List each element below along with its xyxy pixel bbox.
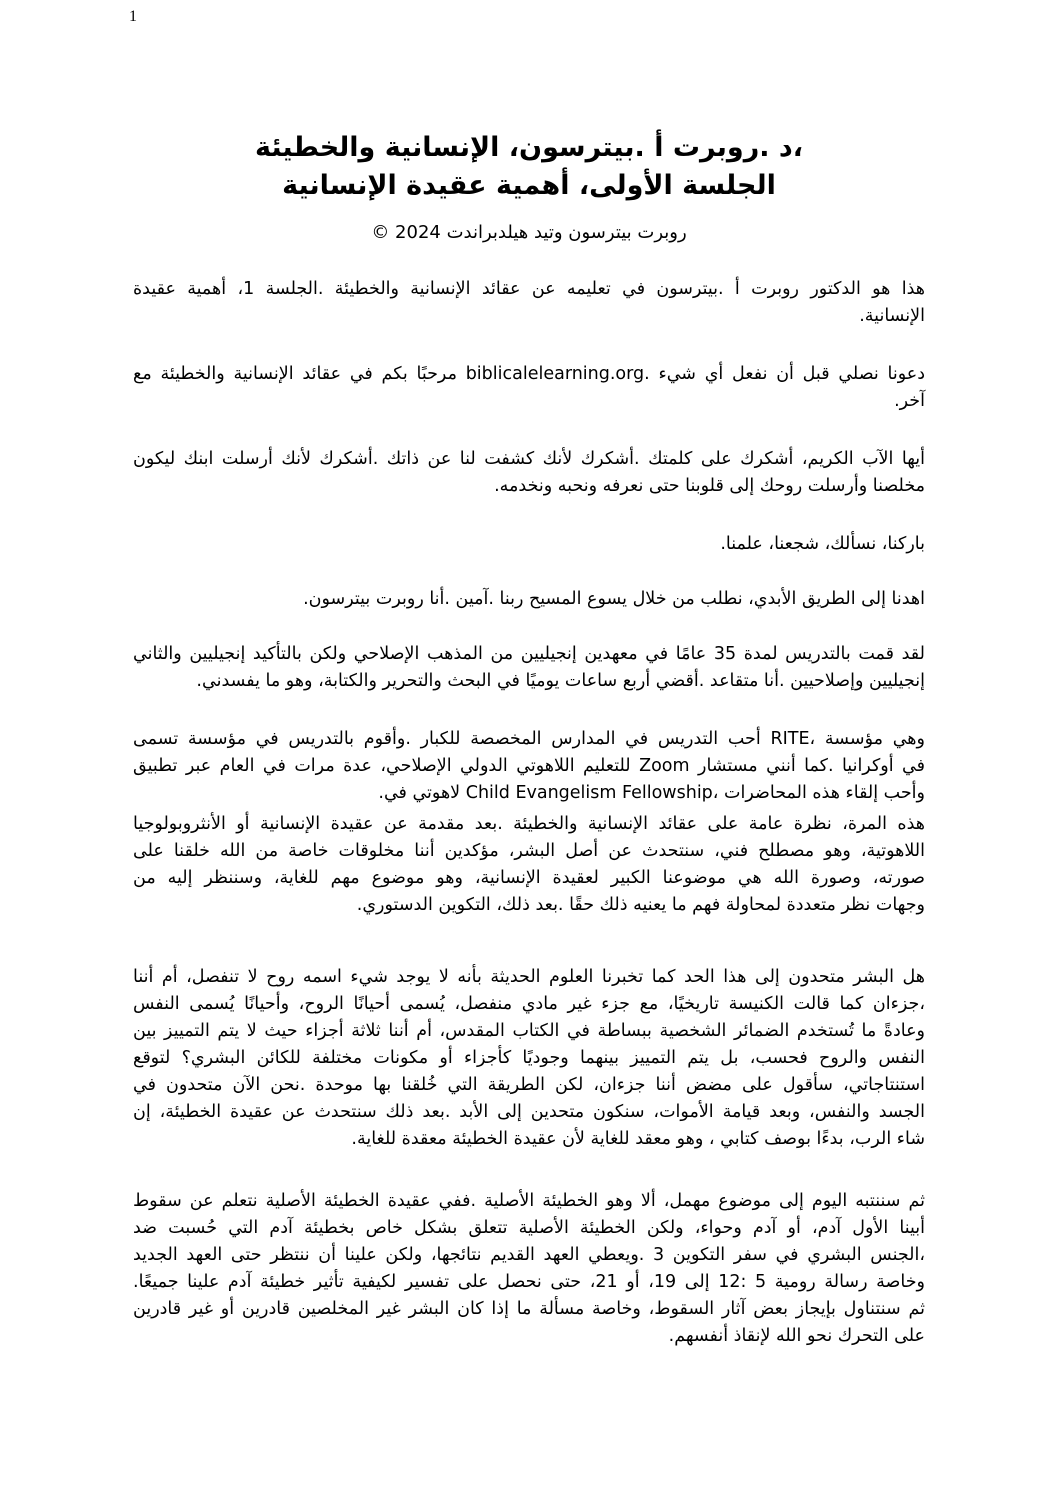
paragraph-line: النفس والروح فحسب، بل يتم التمييز بينهما وجوديًا كأجزاء أو مكونات مختلفة للكائن البشري؟ لتوقع	[133, 1048, 925, 1068]
paragraph-line: الجسد والنفس، وبعد قيامة الأموات، سنكون متحدين إلى الأبد .بعد ذلك سنتحدث عن عقيدة الخطيئة، إن	[133, 1102, 925, 1122]
document-title-line-1: ،د .روبرت أ .بيترسون، الإنسانية والخطيئة	[254, 132, 804, 163]
paragraph-line: هذه المرة، نظرة عامة على عقائد الإنسانية والخطيئة .بعد مقدمة عن عقيدة الإنسانية أو الأنثروبولوجيا	[133, 814, 925, 834]
paragraph-line: هل البشر متحدون إلى هذا الحد كما تخبرنا العلوم الحديثة بأنه لا يوجد شيء اسمه روح لا تنفصل، أم أننا	[133, 967, 925, 987]
paragraph	[133, 446, 925, 500]
paragraph-line: أيها الآب الكريم، أشكرك على كلمتك .أشكرك لأنك كشفت لنا عن ذاتك .أشكرك لأنك أرسلت ابنك ليكون	[133, 449, 925, 469]
paragraph-line: وعادةً ما تُستخدم الضمائر الشخصية ببساطة في الكتاب المقدس، أم أننا ثلاثة أجزاء حيث لا يتم التمييز بين	[133, 1021, 925, 1041]
paragraph-line: ،الجنس البشري في سفر التكوين 3 .ويعطي العهد القديم نتائجها، ولكن علينا أن ننتظر حتى العهد الجديد	[133, 1245, 925, 1265]
paragraph-line: مخلصنا وأرسلت روحك إلى قلوبنا حتى نعرفه ونحبه ونخدمه.	[494, 476, 925, 496]
paragraph-line: هذا هو الدكتور روبرت أ .بيترسون في تعليمه عن عقائد الإنسانية والخطيئة .الجلسة 1، أهمية عقيدة	[133, 279, 926, 299]
paragraph-line: على التحرك نحو الله لإنقاذ أنفسهم.	[668, 1326, 925, 1346]
paragraph	[133, 276, 925, 330]
paragraph-line: ثم سنتناول بإيجاز بعض آثار السقوط، وخاصة مسألة ما إذا كان البشر غير المخلصين قادرين أو غير قادرين	[133, 1299, 925, 1319]
paragraph	[133, 1188, 925, 1350]
paragraph-line: دعونا نصلي قبل أن نفعل أي شيء .biblicalelearning.org مرحبًا بكم في عقائد الإنسانية والخطيئة مع	[133, 364, 925, 384]
paragraph	[133, 361, 925, 415]
paragraph	[133, 964, 925, 1153]
paragraph-line: ثم سننتبه اليوم إلى موضوع مهمل، ألا وهو الخطيئة الأصلية .ففي عقيدة الخطيئة الأصلية نتعلم عن سقوط	[133, 1191, 925, 1211]
paragraph-line: وجهات نظر متعددة لمحاولة فهم ما يعنيه ذلك حقًا .بعد ذلك، التكوين الدستوري.	[356, 895, 925, 915]
paragraph	[133, 811, 925, 919]
paragraph	[133, 531, 925, 558]
paragraph-line: ،جزءان كما قالت الكنيسة تاريخيًا، مع جزء غير مادي منفصل، يُسمى أحيانًا الروح، وأحيانًا يُسمى النفس	[133, 994, 925, 1014]
paragraph-line: آخر.	[894, 391, 925, 411]
paragraph	[133, 586, 925, 613]
paragraph-line: شاء الرب، بدءًا بوصف كتابي ، وهو معقد للغاية لأن عقيدة الخطيئة معقدة للغاية.	[351, 1129, 925, 1149]
paragraph-line: وخاصة رسالة رومية 5 :12 إلى 19، أو 21، حتى نحصل على تفسير لكيفية تأثير خطيئة آدم علينا جميعًا.	[133, 1272, 925, 1292]
paragraph-line: أبينا الأول آدم، أو آدم وحواء، ولكن الخطيئة الأصلية تتعلق بشكل خاص بخطيئة آدم التي حُسبت ضد	[133, 1218, 925, 1238]
paragraph-line: وأحب إلقاء هذه المحاضرات ،Child Evangelism Fellowship لاهوتي في.	[378, 783, 925, 803]
paragraph-line: باركنا، نسألك، شجعنا، علمنا.	[720, 534, 925, 554]
paragraph-line: اهدنا إلى الطريق الأبدي، نطلب من خلال يسوع المسيح ربنا .آمين .أنا روبرت بيترسون.	[303, 589, 925, 609]
paragraph-line: صورته، وصورة الله هي موضوعنا الكبير لعقيدة الإنسانية، وهو موضوع مهم للغاية، وسننظر إليه من	[133, 868, 925, 888]
author-copyright: روبرت بيترسون وتيد هيلدبراندت 2024 ©	[371, 222, 687, 243]
paragraph-line: الإنسانية.	[859, 306, 925, 326]
document-title-line-2: الجلسة الأولى، أهمية عقيدة الإنسانية	[282, 170, 776, 201]
paragraph-line: وهي مؤسسة ،RITE أحب التدريس في المدارس المخصصة للكبار .وأقوم بالتدريس في مؤسسة تسمى	[133, 729, 925, 749]
paragraph-line: في أوكرانيا .كما أنني مستشار Zoom للتعليم اللاهوتي الدولي الإصلاحي، عدة مرات في العام عبر تطبيق	[133, 756, 926, 776]
paragraph-line: اللاهوتية، وهو مصطلح فني، سنتحدث عن أصل البشر، مؤكدين أننا مخلوقات خاصة من الله خلقنا على	[133, 841, 925, 861]
paragraph-line: استنتاجاتي، سأقول على مضض أننا جزءان، لكن الطريقة التي خُلقنا بها موحدة .نحن الآن متحدون في	[133, 1075, 925, 1095]
page-number: 1	[129, 8, 137, 25]
paragraph	[133, 726, 925, 807]
paragraph	[133, 641, 925, 695]
paragraph-line: لقد قمت بالتدريس لمدة 35 عامًا في معهدين إنجيليين من المذهب الإصلاحي ولكن بالتأكيد إنجيليين والثاني	[133, 644, 925, 664]
paragraph-line: إنجيليين وإصلاحيين .أنا متقاعد .أقضي أربع ساعات يوميًا في البحث والتحرير والكتابة، وهو ما يفسدني.	[196, 671, 925, 691]
